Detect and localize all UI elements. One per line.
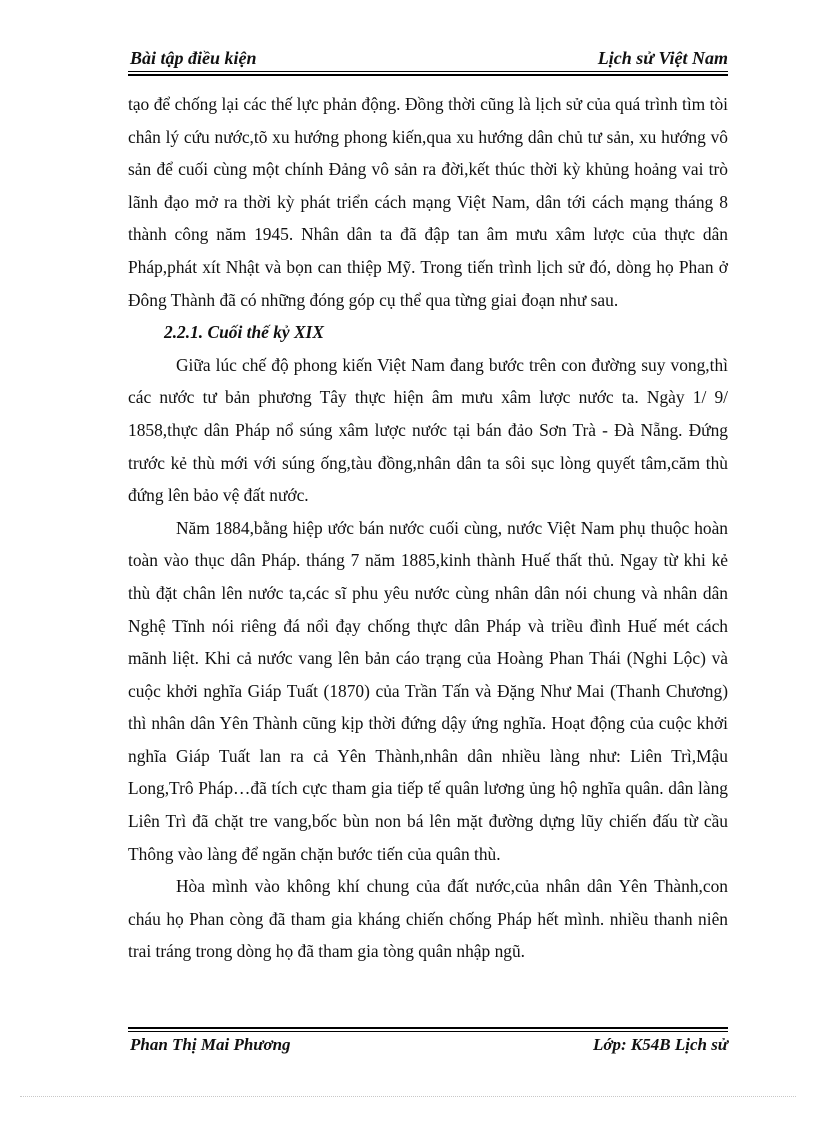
footer-rule-thick [128, 1027, 728, 1029]
paragraph-intro: tạo để chống lại các thế lực phản động. Đồng thời cũng là lịch sử của quá trình tìm tòi chân lý cứu nước,tõ xu hướng phong kiến,qua xu hướng dân chủ tư sản, xu hướng vô sản để cuối cùng một chính Đảng vô sản ra đời,kết thúc thời kỳ khủng hoảng vai trò lãnh đạo mở ra thời kỳ phát triển cách mạng Việt Nam, dân tới cách mạng tháng 8 thành công năm 1945. Nhân dân ta đã đập tan âm mưu xâm lược của thực dân Pháp,phát xít Nhật và bọn can thiệp Mỹ. Trong tiến trình lịch sử đó, dòng họ Phan ở Đông Thành đã có những đóng góp cụ thể qua từng giai đoạn như sau. [128, 94, 728, 310]
page-edge-divider [20, 1096, 796, 1097]
section-heading: 2.2.1. Cuối thế kỷ XIX [164, 322, 324, 343]
footer-rule-thin [128, 1031, 728, 1032]
header-rule-thick [128, 74, 728, 76]
header-title-left: Bài tập điều kiện [130, 48, 257, 68]
paragraph-phan-family: Hòa mình vào không khí chung của đất nước,của nhân dân Yên Thành,con cháu họ Phan còng đã tham gia kháng chiến chống Pháp hết mình. nhiều thanh niên trai tráng trong dòng họ đã tham gia tòng quân nhập ngũ. [128, 876, 728, 962]
paragraph-1884: Năm 1884,bằng hiệp ước bán nước cuối cùng, nước Việt Nam phụ thuộc hoàn toàn vào thục dân Pháp. tháng 7 năm 1885,kinh thành Huế thất thủ. Ngay từ khi kẻ thù đặt chân lên nước ta,các sĩ phu yêu nước cùng nhân dân nói chung và nhân dân Nghệ Tĩnh nói riêng đá nổi đạy chống thực dân Pháp và triều đình Huế mét cách mãnh liệt. Khi cả nước vang lên bản cáo trạng của Hoàng Phan Thái (Nghi Lộc) và cuộc khởi nghĩa Giáp Tuất (1870) của Trần Tấn và Đặng Như Mai (Thanh Chương) thì nhân dân Yên Thành cũng kịp thời đứng dậy ứng nghĩa. Hoạt động của cuộc khởi nghĩa Giáp Tuất lan ra cả Yên Thành,nhân dân nhiều làng như: Liên Trì,Mậu Long,Trô Pháp…đã tích cực tham gia tiếp tế quân lương ủng hộ nghĩa quân. dân làng Liên Trì đã chặt tre vang,bốc bùn non bá lên mặt đường dựng lũy chiến đấu từ cầu Thông vào làng để ngăn chặn bước tiến của quân thù. [128, 517, 728, 864]
body-text [128, 88, 728, 968]
footer-author: Phan Thị Mai Phương [130, 1035, 291, 1054]
footer-class: Lớp: K54B Lịch sử [592, 1035, 728, 1054]
header-rule-thin [128, 71, 728, 72]
header-title-right: Lịch sử Việt Nam [597, 48, 728, 68]
paragraph-decline: Giữa lúc chế độ phong kiến Việt Nam đang bước trên con đường suy vong,thì các nước tư bản phương Tây thực hiện âm mưu xâm lược nước ta. Ngày 1/ 9/ 1858,thực dân Pháp nổ súng xâm lược nước tại bán đảo Sơn Trà - Đà Nẵng. Đứng trước kẻ thù mới với súng ống,tàu đồng,nhân dân ta sôi sục lòng quyết tâm,căm thù đứng lên bảo vệ đất nước. [128, 354, 728, 506]
